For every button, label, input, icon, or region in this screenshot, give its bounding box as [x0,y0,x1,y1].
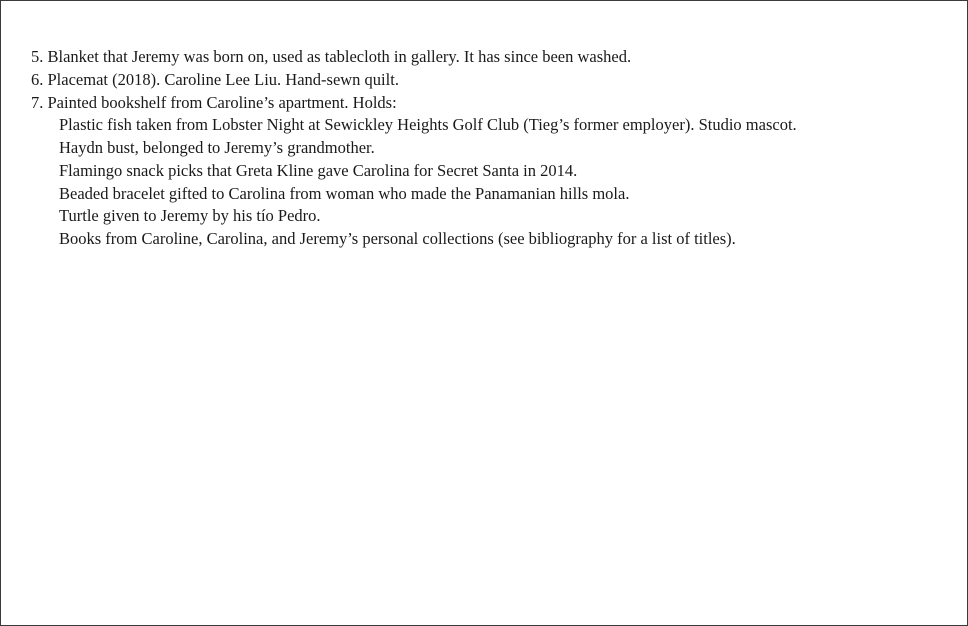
list-item-5 [31,46,957,69]
holding-item: Flamingo snack picks that Greta Kline gave Carolina for Secret Santa in 2014. [59,160,578,180]
object-list [31,46,957,251]
list-item-6 [31,69,957,92]
item-number: 5. [31,47,44,66]
holding-item: Turtle given to Jeremy by his tío Pedro. [59,206,321,226]
item-number: 7. [31,92,44,112]
list-item-7 [31,92,957,115]
item-text: Blanket that Jeremy was born on, used as tablecloth in gallery. It has since been washed. [47,47,632,66]
item-text: Placemat (2018). Caroline Lee Liu. Hand-sewn quilt. [47,69,399,89]
holding-item: Beaded bracelet gifted to Carolina from woman who made the Panamanian hills mola. [59,183,630,203]
holding-item: Books from Caroline, Carolina, and Jeremy’s personal collections (see bibliography for a list of titles). [59,229,736,248]
holding-item: Haydn bust, belonged to Jeremy’s grandmother. [59,138,375,157]
item-text: Painted bookshelf from Caroline’s apartment. Holds: [47,92,397,112]
holding-item: Plastic fish taken from Lobster Night at Sewickley Heights Golf Club (Tieg’s former employer). Studio mascot. [59,115,797,135]
item-number: 6. [31,69,44,89]
